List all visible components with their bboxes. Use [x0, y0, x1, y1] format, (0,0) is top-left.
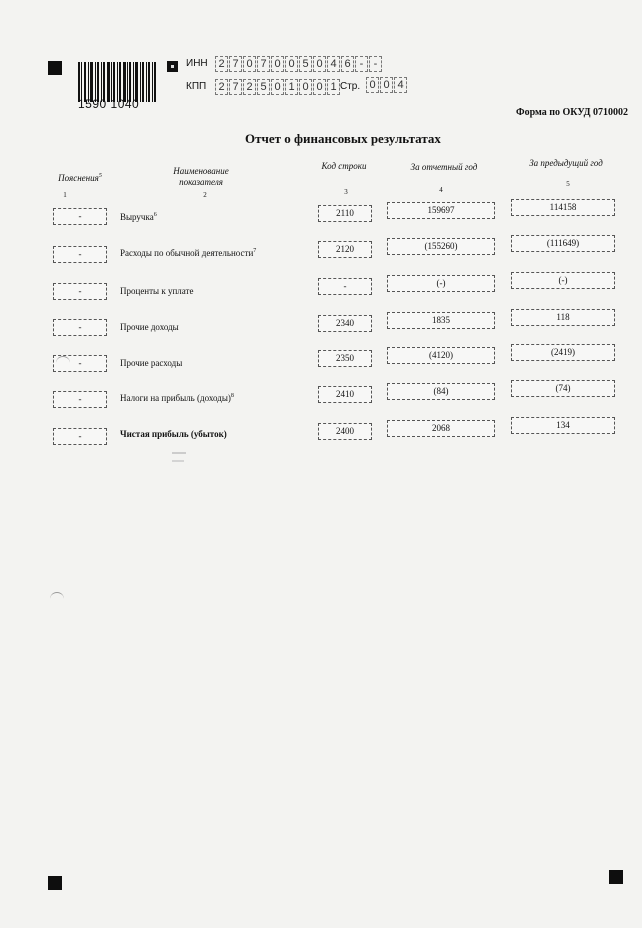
row-name-other-income	[120, 322, 179, 332]
row-note-box: -	[53, 283, 107, 300]
row-note-box: -	[53, 391, 107, 408]
page-label: Стр.	[340, 81, 361, 92]
column-header-notes-label: Пояснения	[58, 173, 99, 183]
row-current-value: (-)	[387, 275, 495, 292]
registration-marker-top-left	[48, 61, 62, 75]
inn-label: ИНН	[186, 58, 208, 69]
inn-digit: 7	[229, 56, 242, 72]
kpp-digit: 7	[229, 79, 242, 95]
page-title: Отчет о финансовых результатах	[245, 131, 441, 146]
row-name-net-profit	[120, 429, 227, 439]
inn-digit: 0	[285, 56, 298, 72]
row-name-text: Чистая прибыль (убыток)	[120, 429, 227, 439]
row-name-text: Прочие расходы	[120, 358, 183, 368]
row-note-box: -	[53, 355, 107, 372]
kpp-digit: 2	[243, 79, 256, 95]
row-previous-value: (-)	[511, 272, 615, 289]
row-current-value: 1835	[387, 312, 495, 329]
row-code-box: 2410	[318, 386, 372, 403]
kpp-digit: 0	[313, 79, 326, 95]
row-current-value: 159697	[387, 202, 495, 219]
row-name-income-tax	[120, 393, 234, 403]
row-name-text: Налоги на прибыль (доходы)	[120, 393, 231, 403]
row-note-box: -	[53, 428, 107, 445]
column-number: 2	[203, 191, 207, 199]
kpp-digit: 1	[285, 79, 298, 95]
barcode-image	[78, 62, 156, 102]
page-digit: 0	[366, 77, 379, 93]
scan-artifact-curve	[56, 356, 70, 363]
row-code-box: 2400	[318, 423, 372, 440]
row-note-box: -	[53, 208, 107, 225]
row-name-sup: 7	[253, 248, 257, 254]
row-name-text: Прочие доходы	[120, 322, 179, 332]
scan-artifact-mark	[172, 460, 184, 462]
kpp-digit: 5	[257, 79, 270, 95]
kpp-digit: 2	[215, 79, 228, 95]
row-current-value: (4120)	[387, 347, 495, 364]
form-okud-code: Форма по ОКУД 0710002	[516, 107, 629, 118]
row-previous-value: 118	[511, 309, 615, 326]
page-cells	[366, 77, 407, 93]
column-header-name: Наименование показателя	[173, 166, 229, 187]
inn-digit: 0	[243, 56, 256, 72]
inn-digit: 2	[215, 56, 228, 72]
column-number: 3	[344, 188, 348, 196]
inn-digit: -	[369, 56, 382, 72]
small-registration-marker	[167, 61, 178, 72]
row-name-ordinary-expenses	[120, 248, 256, 258]
column-header-notes	[48, 171, 112, 184]
row-name-text: Выручка	[120, 212, 154, 222]
column-number: 4	[439, 186, 443, 194]
row-name-other-expenses	[120, 358, 182, 368]
inn-digit: 7	[257, 56, 270, 72]
column-header-current-year: За отчетный год	[410, 162, 478, 172]
column-number: 5	[566, 180, 570, 188]
column-header-previous-year: За предыдущий год	[529, 158, 603, 168]
column-number: 1	[63, 191, 67, 199]
row-code-box: -	[318, 278, 372, 295]
row-code-box: 2110	[318, 205, 372, 222]
row-current-value: (84)	[387, 383, 495, 400]
kpp-label: КПП	[186, 81, 207, 92]
scan-artifact-curve	[50, 592, 64, 599]
page-digit: 0	[380, 77, 393, 93]
row-name-text: Расходы по обычной деятельности	[120, 248, 254, 258]
row-name-text: Проценты к уплате	[120, 286, 194, 296]
row-current-value: 2068	[387, 420, 495, 437]
kpp-cells	[215, 79, 340, 95]
row-code-box: 2340	[318, 315, 372, 332]
column-header-notes-sup: 5	[98, 173, 102, 179]
row-previous-value: (74)	[511, 380, 615, 397]
inn-digit: 0	[271, 56, 284, 72]
row-previous-value: (111649)	[511, 235, 615, 252]
registration-marker-bottom-left	[48, 876, 62, 890]
barcode-number: 1590 1040	[78, 97, 140, 111]
kpp-digit: 0	[271, 79, 284, 95]
row-code-box: 2120	[318, 241, 372, 258]
inn-digit: -	[355, 56, 368, 72]
kpp-digit: 0	[299, 79, 312, 95]
page-digit: 4	[394, 77, 407, 93]
row-current-value: (155260)	[387, 238, 495, 255]
inn-digit: 5	[299, 56, 312, 72]
inn-digit: 4	[327, 56, 340, 72]
row-name-sup: 6	[153, 212, 157, 218]
row-previous-value: (2419)	[511, 344, 615, 361]
row-name-interest-payable	[120, 286, 193, 296]
row-note-box: -	[53, 246, 107, 263]
row-name-revenue	[120, 212, 157, 222]
row-previous-value: 134	[511, 417, 615, 434]
kpp-digit: 1	[327, 79, 340, 95]
registration-marker-bottom-right	[609, 870, 623, 884]
scan-artifact-mark	[172, 452, 186, 454]
row-name-sup: 8	[230, 393, 234, 399]
inn-digit: 6	[341, 56, 354, 72]
row-note-box: -	[53, 319, 107, 336]
row-code-box: 2350	[318, 350, 372, 367]
column-header-code: Код строки	[321, 161, 367, 171]
row-previous-value: 114158	[511, 199, 615, 216]
inn-cells	[215, 56, 382, 72]
inn-digit: 0	[313, 56, 326, 72]
